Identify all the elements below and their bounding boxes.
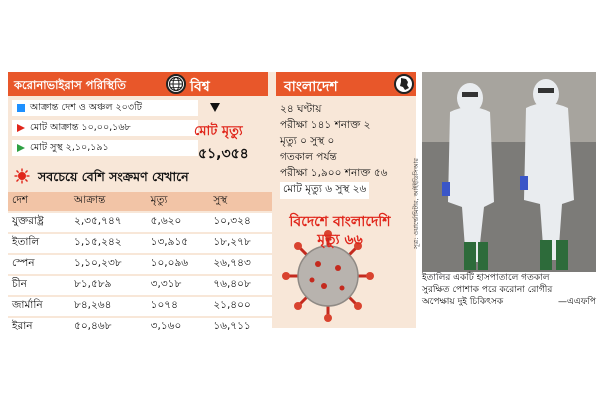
table-cell: ১৬,৭১১	[209, 317, 272, 337]
table-cell: ১,১০,২৩৮	[70, 254, 147, 275]
world-label: বিশ্ব	[190, 79, 210, 95]
virus-icon	[14, 168, 30, 184]
world-stat-countries	[12, 100, 198, 116]
table-cell: ৩,৩১৮	[147, 275, 210, 296]
bd-last24-label: ২৪ ঘণ্টায়	[280, 103, 322, 115]
table-row	[8, 233, 272, 254]
table-cell: ২১,৪০০	[209, 296, 272, 317]
square-marker-icon	[17, 104, 25, 112]
infographic	[8, 72, 420, 332]
source-note: সূত্র: ওয়ার্ল্ডোমিটার, আইইডিসিআর	[412, 158, 420, 249]
table-cell: ২৬,৭৪৩	[209, 254, 272, 275]
table-cell: ১০,০৯৬	[147, 254, 210, 275]
red-triangle-icon	[17, 124, 25, 132]
world-heading: করোনাভাইরাস পরিস্থিতি	[14, 78, 126, 92]
table-cell: ৩,১৬০	[147, 317, 210, 337]
column-header: মৃত্যু	[147, 192, 210, 212]
caption-line: সুরক্ষিত পোশাক পরে করোনা রোগীর	[422, 285, 553, 295]
top-countries-title: সবচেয়ে বেশি সংক্রমণ যেখানে	[38, 169, 189, 184]
top-countries-table	[8, 192, 272, 337]
down-triangle-icon	[210, 103, 220, 112]
table-row	[8, 254, 272, 275]
world-death-label: মোট মৃত্যু	[194, 124, 243, 139]
table-cell: ১০৭৪	[147, 296, 210, 317]
table-cell: ৫,৬২০	[147, 212, 210, 233]
column-header: সুস্থ	[209, 192, 272, 212]
world-stat-recovered	[12, 140, 198, 156]
caption-line-last	[422, 296, 596, 308]
table-cell: ৮১,৫৮৯	[70, 275, 147, 296]
world-stat-infected	[12, 120, 198, 136]
table-cell: ৭৬,৪০৮	[209, 275, 272, 296]
bangladesh-header: বাংলাদেশ	[276, 72, 416, 96]
table-cell: ৮৪,২৬৪	[70, 296, 147, 317]
table-cell: ইতালি	[8, 233, 70, 254]
bd-last24-deaths: মৃত্যু ০ সুস্থ ০	[280, 135, 335, 147]
bd-total-tests: পরীক্ষা ১,৯০০ শনাক্ত ৫৬	[280, 167, 388, 179]
table-cell: ১০,৩২৪	[209, 212, 272, 233]
bd-last24-tests: পরীক্ষা ১৪১ শনাক্ত ২	[280, 119, 371, 131]
green-triangle-icon	[17, 144, 25, 152]
doctors-photo	[422, 72, 596, 272]
column-header: দেশ	[8, 192, 70, 212]
table-row	[8, 212, 272, 233]
table-cell: ১,১৫,২৪২	[70, 233, 147, 254]
photo-caption	[422, 272, 596, 308]
world-stat-text: মোট আক্রান্ত ১০,০০,১৬৮	[30, 122, 131, 133]
table-cell: ১৮,২৭৮	[209, 233, 272, 254]
bd-total-deaths: মোট মৃত্যু ৬ সুস্থ ২৬	[280, 182, 369, 199]
world-stat-text: মোট সুস্থ ২,১০,১৯১	[30, 142, 109, 153]
table-header-row	[8, 192, 272, 212]
table-cell: স্পেন	[8, 254, 70, 275]
bd-total-label: গতকাল পর্যন্ত	[280, 151, 337, 163]
world-stat-text: আক্রান্ত দেশ ও অঞ্চল ২০৩টি	[30, 102, 142, 113]
table-cell: ইরান	[8, 317, 70, 337]
table-row	[8, 296, 272, 317]
table-cell: ২,৩৫,৭৪৭	[70, 212, 147, 233]
bd-abroad-deaths: মৃত্যু ৬৬	[317, 232, 363, 248]
table-cell: যুক্তরাষ্ট্র	[8, 212, 70, 233]
table-row	[8, 317, 272, 337]
globe-icon	[166, 74, 186, 94]
bangladesh-map-icon	[394, 74, 414, 94]
table-cell: জার্মানি	[8, 296, 70, 317]
column-header: আক্রান্ত	[70, 192, 147, 212]
bd-abroad-heading: বিদেশে বাংলাদেশি	[289, 214, 391, 230]
table-row	[8, 275, 272, 296]
world-death-value: ৫১,৩৫৪	[198, 146, 249, 162]
caption-line: অপেক্ষায় দুই চিকিৎসক	[422, 297, 504, 307]
photo-credit: —এএফপি	[558, 297, 596, 307]
world-header	[8, 72, 268, 96]
table-cell: ১৩,৯১৫	[147, 233, 210, 254]
table-cell: ৫০,৪৬৮	[70, 317, 147, 337]
caption-line: ইতালির একটি হাসপাতালে গতকাল	[422, 273, 550, 283]
table-cell: চীন	[8, 275, 70, 296]
